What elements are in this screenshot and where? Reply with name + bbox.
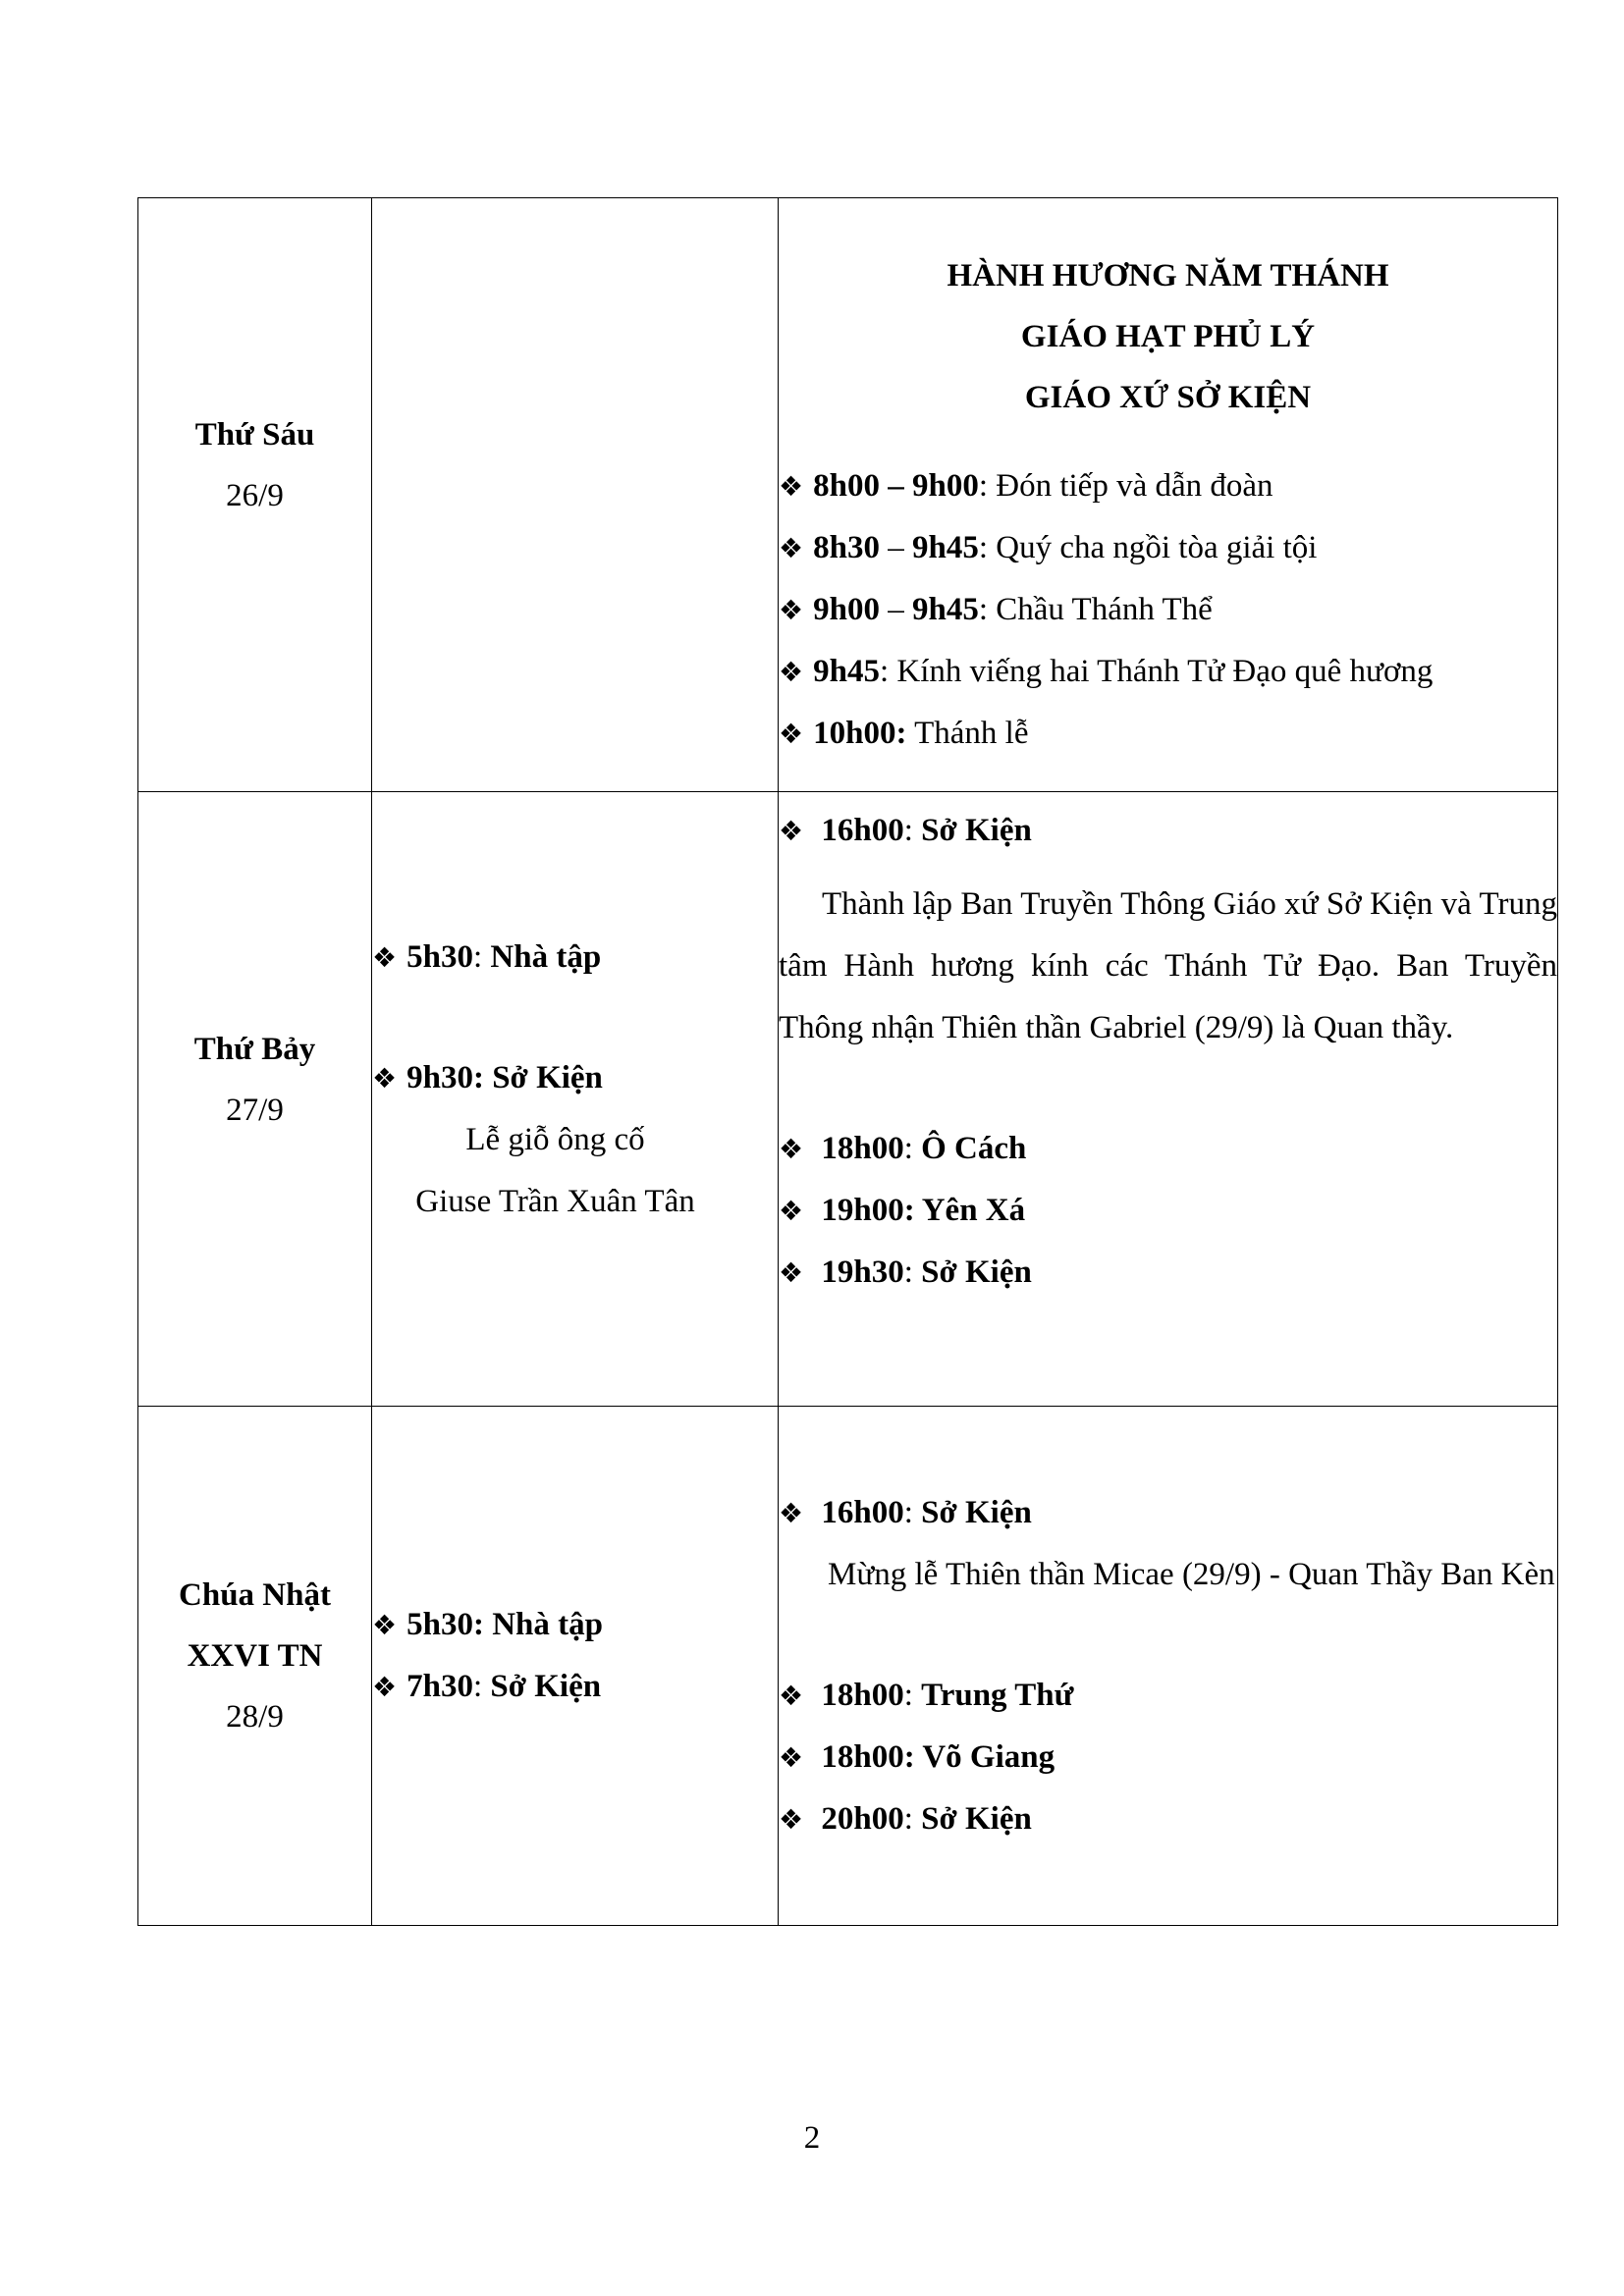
bullet-icon: ❖ bbox=[779, 717, 804, 750]
day-cell bbox=[138, 198, 372, 792]
events-cell bbox=[779, 1407, 1558, 1926]
list-item: ❖ 9h45: Kính viếng hai Thánh Tử Đạo quê hương bbox=[779, 653, 1434, 689]
event-header-line: HÀNH HƯƠNG NĂM THÁNH bbox=[947, 257, 1389, 294]
list-item: ❖ 18h00: Trung Thứ bbox=[779, 1677, 1074, 1713]
morning-cell bbox=[372, 1407, 779, 1926]
list-item: ❖ 9h30: Sở Kiện bbox=[372, 1059, 603, 1095]
list-item: ❖ 16h00: Sở Kiện bbox=[779, 1494, 1032, 1530]
list-item: ❖ 5h30: Nhà tập bbox=[372, 1607, 603, 1642]
day-cell bbox=[138, 1407, 372, 1926]
table-row bbox=[138, 1407, 1558, 1926]
day-name: Thứ Sáu bbox=[194, 417, 315, 453]
bullet-icon: ❖ bbox=[779, 593, 804, 626]
list-item: ❖ 16h00: Sở Kiện bbox=[779, 813, 1032, 848]
day-name: Chúa Nhật bbox=[179, 1577, 331, 1613]
list-item: ❖ 7h30: Sở Kiện bbox=[372, 1669, 602, 1704]
day-cell bbox=[138, 792, 372, 1407]
list-item: ❖ 8h30 – 9h45: Quý cha ngồi tòa giải tội bbox=[779, 529, 1318, 565]
event-note: Lễ giỗ ông cố bbox=[465, 1121, 645, 1157]
list-item: ❖ 10h00: Thánh lễ bbox=[779, 715, 1029, 751]
day-date: 27/9 bbox=[226, 1092, 284, 1128]
day-name-line2: XXVI TN bbox=[187, 1638, 323, 1674]
morning-cell bbox=[372, 198, 779, 792]
bullet-icon: ❖ bbox=[779, 1195, 804, 1227]
page-number: 2 bbox=[803, 2120, 821, 2156]
bullet-icon: ❖ bbox=[779, 1496, 804, 1529]
bullet-icon: ❖ bbox=[779, 469, 804, 503]
table-row bbox=[138, 792, 1558, 1407]
bullet-icon: ❖ bbox=[779, 1802, 804, 1836]
bullet-icon: ❖ bbox=[779, 1740, 804, 1774]
list-item: ❖ 19h00: Yên Xá bbox=[779, 1193, 1026, 1228]
list-item: ❖ 18h00: Ô Cách bbox=[779, 1131, 1027, 1166]
day-date: 28/9 bbox=[226, 1699, 284, 1735]
event-note: Mừng lễ Thiên thần Micae (29/9) - Quan Thầy Ban Kèn bbox=[828, 1556, 1555, 1592]
event-description: Thành lập Ban Truyền Thông Giáo xứ Sở Kiện và Trung tâm Hành hương kính các Thánh Tử Đạo. Ban Truyền Thông nhận Thiên thần Gabriel (29/9) là Quan thầy. bbox=[779, 886, 1557, 1045]
bullet-icon: ❖ bbox=[372, 1061, 398, 1095]
bullet-icon: ❖ bbox=[372, 1671, 398, 1703]
event-note: Giuse Trần Xuân Tân bbox=[415, 1183, 695, 1219]
day-name: Thứ Bảy bbox=[193, 1031, 316, 1067]
list-item: ❖ 9h00 – 9h45: Chầu Thánh Thể bbox=[779, 591, 1213, 627]
list-item: ❖ 5h30: Nhà tập bbox=[372, 938, 602, 975]
bullet-icon: ❖ bbox=[372, 940, 398, 974]
list-item: ❖ 20h00: Sở Kiện bbox=[779, 1800, 1032, 1837]
bullet-icon: ❖ bbox=[779, 655, 804, 688]
bullet-icon: ❖ bbox=[779, 1256, 804, 1289]
bullet-icon: ❖ bbox=[779, 1679, 804, 1712]
bullet-icon: ❖ bbox=[779, 815, 804, 847]
morning-cell bbox=[372, 792, 779, 1407]
event-header-line: GIÁO HẠT PHỦ LÝ bbox=[1020, 318, 1316, 354]
table-row bbox=[138, 198, 1558, 792]
bullet-icon: ❖ bbox=[779, 531, 804, 564]
bullet-icon: ❖ bbox=[372, 1609, 398, 1641]
event-header-line: GIÁO XỨ SỞ KIỆN bbox=[1024, 379, 1312, 415]
list-item: ❖ 19h30: Sở Kiện bbox=[779, 1255, 1032, 1290]
schedule-table bbox=[137, 197, 1558, 1926]
bullet-icon: ❖ bbox=[779, 1133, 804, 1165]
events-cell bbox=[779, 792, 1558, 1407]
list-item: ❖ 8h00 – 9h00: Đón tiếp và dẫn đoàn bbox=[779, 467, 1273, 504]
list-item: ❖ 18h00: Võ Giang bbox=[779, 1738, 1056, 1775]
events-cell bbox=[779, 198, 1558, 792]
day-date: 26/9 bbox=[226, 478, 284, 513]
